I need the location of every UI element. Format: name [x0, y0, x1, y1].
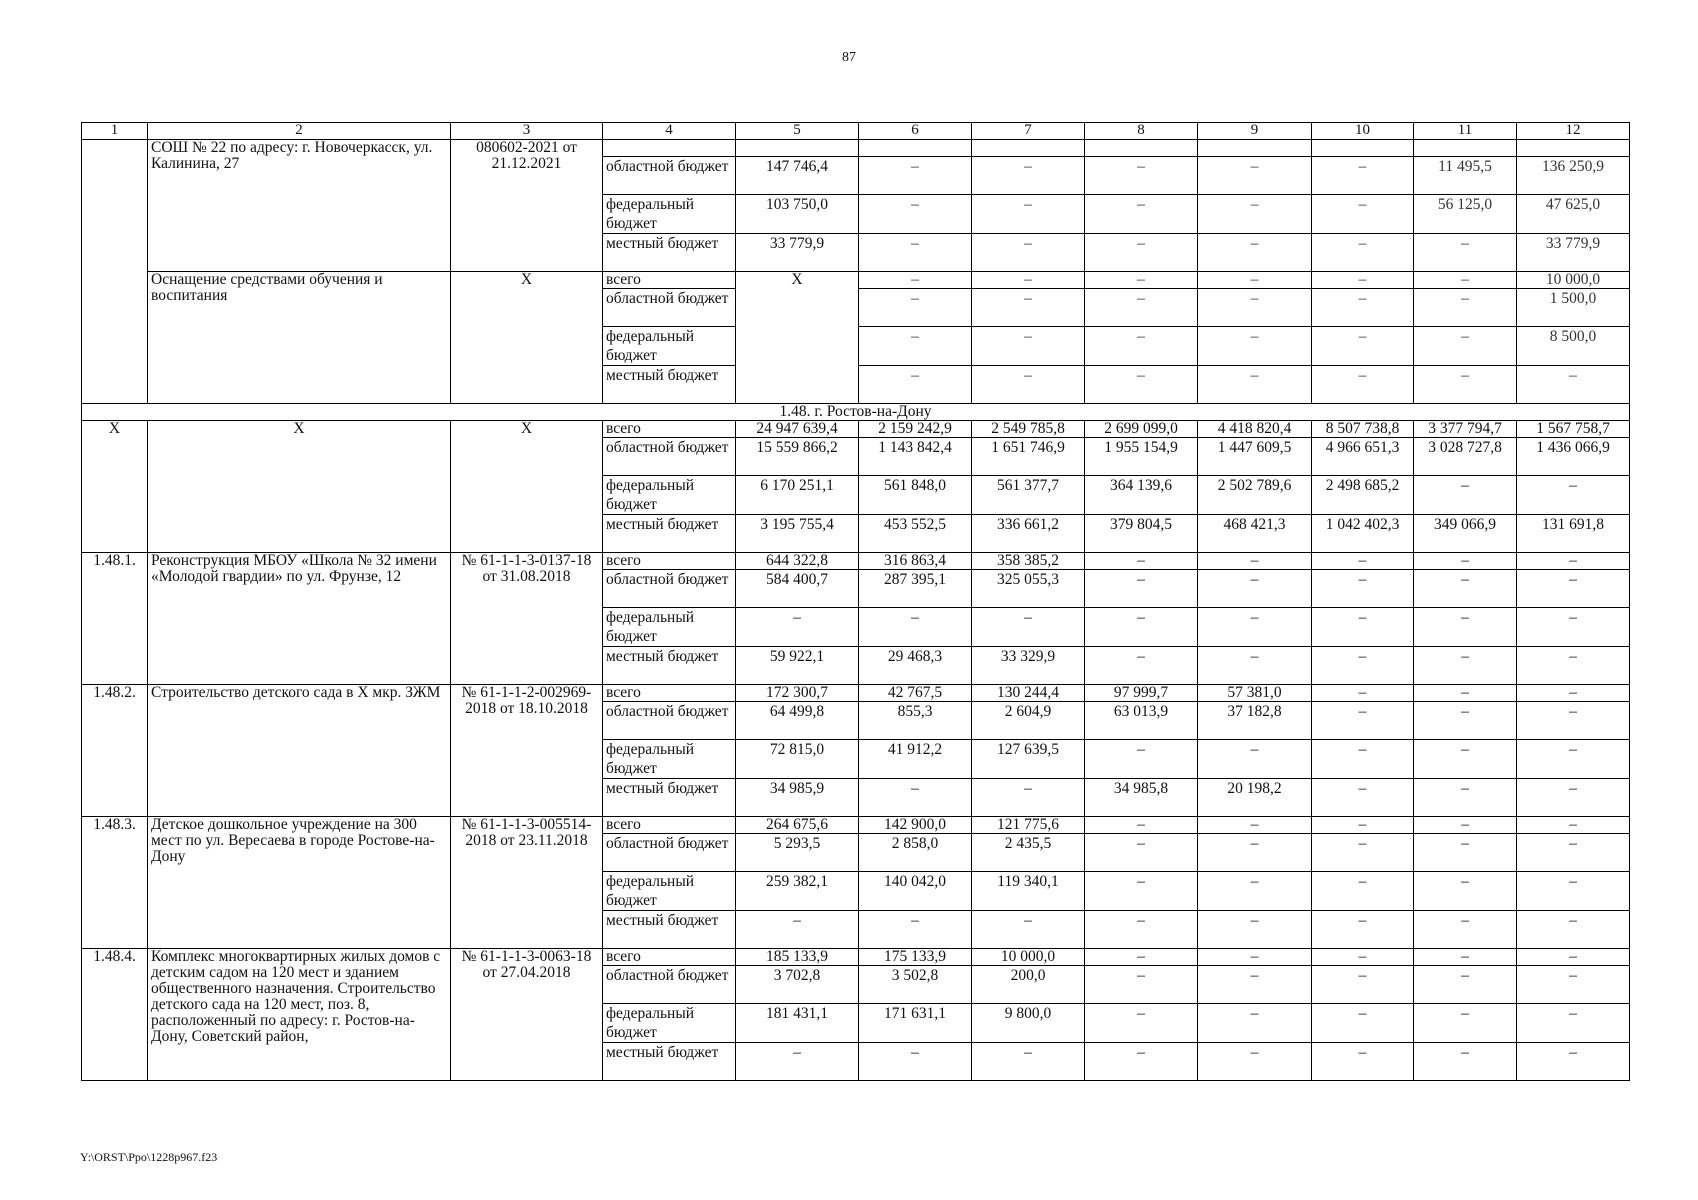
value-cell: – — [1312, 966, 1414, 1004]
value-cell: – — [1517, 366, 1630, 404]
value-cell: – — [1312, 872, 1414, 911]
value-cell: 119 340,1 — [972, 872, 1085, 911]
value-cell: – — [1312, 608, 1414, 647]
value-cell: 1 447 609,5 — [1198, 438, 1312, 476]
item-document: Х — [451, 421, 603, 553]
value-cell: 175 133,9 — [859, 949, 972, 966]
value-cell: 2 502 789,6 — [1198, 476, 1312, 515]
value-cell: 4 418 820,4 — [1198, 421, 1312, 438]
value-cell: 29 468,3 — [859, 647, 972, 685]
value-cell: – — [972, 234, 1085, 272]
value-cell: 57 381,0 — [1198, 685, 1312, 702]
value-cell: – — [1198, 1004, 1312, 1043]
value-cell: 584 400,7 — [736, 570, 859, 608]
value-cell: – — [1414, 1004, 1517, 1043]
value-cell: 3 702,8 — [736, 966, 859, 1004]
value-cell: Х — [736, 272, 859, 404]
value-cell: 72 815,0 — [736, 740, 859, 779]
column-number: 12 — [1517, 123, 1630, 140]
value-cell: – — [1312, 779, 1414, 817]
value-cell: – — [1198, 911, 1312, 949]
budget-kind: местный бюджет — [603, 779, 736, 817]
value-cell: – — [1414, 911, 1517, 949]
item-number: Х — [82, 421, 148, 553]
item-document: № 61-1-1-3-0063-18 от 27.04.2018 — [451, 949, 603, 1081]
value-cell: 6 170 251,1 — [736, 476, 859, 515]
value-cell: – — [1198, 327, 1312, 366]
value-cell: – — [1198, 366, 1312, 404]
value-cell: – — [972, 779, 1085, 817]
table-row — [82, 123, 1630, 140]
value-cell: – — [1198, 195, 1312, 234]
value-cell: 5 293,5 — [736, 834, 859, 872]
value-cell: – — [1414, 366, 1517, 404]
value-cell: – — [1312, 702, 1414, 740]
value-cell: – — [1414, 872, 1517, 911]
value-cell: 644 322,8 — [736, 553, 859, 570]
value-cell: 3 195 755,4 — [736, 515, 859, 553]
value-cell: – — [1085, 553, 1198, 570]
value-cell: 8 500,0 — [1517, 327, 1630, 366]
value-cell: – — [859, 779, 972, 817]
value-cell: – — [1198, 553, 1312, 570]
budget-kind: всего — [603, 949, 736, 966]
value-cell: 1 567 758,7 — [1517, 421, 1630, 438]
value-cell: – — [1517, 1004, 1630, 1043]
value-cell: 11 495,5 — [1414, 157, 1517, 195]
value-cell — [1517, 140, 1630, 157]
value-cell: – — [1517, 553, 1630, 570]
value-cell: 287 395,1 — [859, 570, 972, 608]
item-name: Х — [148, 421, 451, 553]
value-cell: – — [1517, 911, 1630, 949]
value-cell: – — [1312, 1043, 1414, 1081]
value-cell: – — [1517, 834, 1630, 872]
value-cell — [1085, 140, 1198, 157]
value-cell: – — [1517, 1043, 1630, 1081]
value-cell: – — [1414, 1043, 1517, 1081]
value-cell: – — [1414, 327, 1517, 366]
value-cell: 2 604,9 — [972, 702, 1085, 740]
value-cell: – — [1198, 570, 1312, 608]
value-cell: 33 329,9 — [972, 647, 1085, 685]
footer-path: Y:\ORST\Ppo\1228p967.f23 — [80, 1150, 218, 1164]
value-cell: 56 125,0 — [1414, 195, 1517, 234]
value-cell: – — [1517, 570, 1630, 608]
value-cell: – — [1312, 272, 1414, 289]
column-number: 5 — [736, 123, 859, 140]
value-cell: 20 198,2 — [1198, 779, 1312, 817]
column-number: 9 — [1198, 123, 1312, 140]
value-cell: – — [1414, 779, 1517, 817]
budget-kind: всего — [603, 685, 736, 702]
value-cell — [1312, 140, 1414, 157]
value-cell: – — [1085, 1043, 1198, 1081]
budget-kind: областной бюджет — [603, 834, 736, 872]
page-number: 87 — [842, 50, 856, 65]
value-cell: – — [972, 289, 1085, 327]
column-number: 6 — [859, 123, 972, 140]
value-cell: – — [859, 911, 972, 949]
value-cell: – — [1312, 1004, 1414, 1043]
value-cell: – — [1517, 647, 1630, 685]
column-number: 3 — [451, 123, 603, 140]
value-cell: – — [1517, 476, 1630, 515]
value-cell: – — [972, 911, 1085, 949]
value-cell: – — [1198, 740, 1312, 779]
budget-kind: федеральный бюджет — [603, 195, 736, 234]
item-name: Строительство детского сада в Х мкр. ЗЖМ — [148, 685, 451, 817]
value-cell: 561 848,0 — [859, 476, 972, 515]
item-name: Детское дошкольное учреждение на 300 мест по ул. Вересаева в городе Ростове-на-Дону — [148, 817, 451, 949]
value-cell: – — [1085, 911, 1198, 949]
value-cell: 130 244,4 — [972, 685, 1085, 702]
budget-kind: местный бюджет — [603, 234, 736, 272]
value-cell: – — [1085, 872, 1198, 911]
budget-kind: всего — [603, 421, 736, 438]
value-cell: – — [1198, 608, 1312, 647]
value-cell: – — [1312, 195, 1414, 234]
value-cell: – — [1085, 157, 1198, 195]
value-cell: – — [1517, 740, 1630, 779]
value-cell: – — [1085, 234, 1198, 272]
value-cell: – — [1414, 949, 1517, 966]
budget-kind: всего — [603, 272, 736, 289]
value-cell: – — [1414, 647, 1517, 685]
item-name: Оснащение средствами обучения и воспитания — [148, 272, 451, 404]
budget-kind: областной бюджет — [603, 157, 736, 195]
value-cell: – — [1312, 570, 1414, 608]
value-cell: – — [1198, 289, 1312, 327]
value-cell: – — [1198, 272, 1312, 289]
value-cell: – — [1198, 647, 1312, 685]
value-cell: – — [1312, 911, 1414, 949]
value-cell: – — [972, 1043, 1085, 1081]
value-cell — [1414, 140, 1517, 157]
budget-kind: федеральный бюджет — [603, 740, 736, 779]
value-cell: – — [1085, 834, 1198, 872]
value-cell: 142 900,0 — [859, 817, 972, 834]
value-cell: – — [972, 195, 1085, 234]
value-cell: – — [1085, 817, 1198, 834]
value-cell: 140 042,0 — [859, 872, 972, 911]
budget-kind: федеральный бюджет — [603, 476, 736, 515]
value-cell: – — [972, 366, 1085, 404]
item-document: № 61-1-1-3-005514-2018 от 23.11.2018 — [451, 817, 603, 949]
column-number: 7 — [972, 123, 1085, 140]
column-number: 1 — [82, 123, 148, 140]
item-document: № 61-1-1-3-0137-18 от 31.08.2018 — [451, 553, 603, 685]
value-cell: – — [1517, 702, 1630, 740]
value-cell: – — [1085, 272, 1198, 289]
value-cell: – — [1312, 685, 1414, 702]
value-cell: 855,3 — [859, 702, 972, 740]
value-cell — [859, 140, 972, 157]
budget-kind: местный бюджет — [603, 647, 736, 685]
item-number: 1.48.2. — [82, 685, 148, 817]
value-cell: 37 182,8 — [1198, 702, 1312, 740]
value-cell: 336 661,2 — [972, 515, 1085, 553]
value-cell: – — [1414, 289, 1517, 327]
item-document: Х — [451, 272, 603, 404]
value-cell: – — [1312, 553, 1414, 570]
value-cell: – — [1085, 327, 1198, 366]
value-cell: 3 377 794,7 — [1414, 421, 1517, 438]
value-cell: – — [1312, 327, 1414, 366]
value-cell: 1 143 842,4 — [859, 438, 972, 476]
value-cell: – — [1414, 570, 1517, 608]
value-cell: – — [1414, 966, 1517, 1004]
value-cell: 185 133,9 — [736, 949, 859, 966]
value-cell: 2 435,5 — [972, 834, 1085, 872]
value-cell: – — [1414, 740, 1517, 779]
value-cell: – — [1414, 476, 1517, 515]
value-cell: – — [859, 608, 972, 647]
value-cell: 2 858,0 — [859, 834, 972, 872]
column-number: 11 — [1414, 123, 1517, 140]
value-cell: 1 500,0 — [1517, 289, 1630, 327]
budget-kind: федеральный бюджет — [603, 1004, 736, 1043]
budget-kind: областной бюджет — [603, 570, 736, 608]
value-cell: – — [1085, 366, 1198, 404]
value-cell: – — [1517, 966, 1630, 1004]
item-number: 1.48.1. — [82, 553, 148, 685]
value-cell: – — [859, 289, 972, 327]
budget-kind: федеральный бюджет — [603, 327, 736, 366]
value-cell: 41 912,2 — [859, 740, 972, 779]
table-row — [82, 949, 1630, 966]
column-number: 10 — [1312, 123, 1414, 140]
budget-kind: федеральный бюджет — [603, 608, 736, 647]
value-cell: – — [1198, 966, 1312, 1004]
value-cell: 59 922,1 — [736, 647, 859, 685]
value-cell: – — [1312, 366, 1414, 404]
value-cell: – — [859, 157, 972, 195]
value-cell: – — [859, 327, 972, 366]
value-cell: 379 804,5 — [1085, 515, 1198, 553]
value-cell: – — [972, 608, 1085, 647]
column-number: 4 — [603, 123, 736, 140]
value-cell: – — [1312, 234, 1414, 272]
value-cell: 259 382,1 — [736, 872, 859, 911]
value-cell — [972, 140, 1085, 157]
value-cell: 121 775,6 — [972, 817, 1085, 834]
budget-table — [81, 122, 1630, 1081]
value-cell: 468 421,3 — [1198, 515, 1312, 553]
value-cell: 316 863,4 — [859, 553, 972, 570]
item-number — [82, 140, 148, 404]
value-cell: 2 159 242,9 — [859, 421, 972, 438]
value-cell: – — [1085, 289, 1198, 327]
value-cell: – — [736, 1043, 859, 1081]
value-cell: 4 966 651,3 — [1312, 438, 1414, 476]
value-cell: – — [859, 234, 972, 272]
value-cell: – — [1517, 817, 1630, 834]
item-name: Комплекс многоквартирных жилых домов с детским садом на 120 мест и зданием общественного назначения. Строительство детского сада на 120 мест, поз. 8, расположенный по адресу: г. Ростов-на-Дону, Советский район, — [148, 949, 451, 1081]
value-cell: – — [1085, 570, 1198, 608]
value-cell: 33 779,9 — [1517, 234, 1630, 272]
value-cell: – — [1414, 685, 1517, 702]
value-cell: 181 431,1 — [736, 1004, 859, 1043]
value-cell: – — [1312, 949, 1414, 966]
value-cell: – — [1517, 685, 1630, 702]
value-cell: – — [736, 608, 859, 647]
value-cell: 3 028 727,8 — [1414, 438, 1517, 476]
value-cell: 1 955 154,9 — [1085, 438, 1198, 476]
value-cell: – — [1517, 872, 1630, 911]
value-cell: – — [1198, 817, 1312, 834]
budget-kind: местный бюджет — [603, 515, 736, 553]
section-title: 1.48. г. Ростов-на-Дону — [82, 404, 1630, 421]
column-number: 8 — [1085, 123, 1198, 140]
value-cell: – — [1085, 647, 1198, 685]
value-cell: 2 549 785,8 — [972, 421, 1085, 438]
table-row — [82, 553, 1630, 570]
item-name: СОШ № 22 по адресу: г. Новочеркасск, ул. Калинина, 27 — [148, 140, 451, 272]
budget-kind — [603, 140, 736, 157]
value-cell: – — [1085, 608, 1198, 647]
value-cell: – — [1517, 779, 1630, 817]
column-number: 2 — [148, 123, 451, 140]
value-cell: – — [1312, 740, 1414, 779]
value-cell — [736, 140, 859, 157]
value-cell: 10 000,0 — [972, 949, 1085, 966]
value-cell: – — [1517, 949, 1630, 966]
value-cell: – — [1414, 834, 1517, 872]
item-number: 1.48.4. — [82, 949, 148, 1081]
value-cell: 264 675,6 — [736, 817, 859, 834]
value-cell: – — [1312, 834, 1414, 872]
value-cell: – — [859, 272, 972, 289]
value-cell: 10 000,0 — [1517, 272, 1630, 289]
value-cell: 349 066,9 — [1414, 515, 1517, 553]
value-cell: – — [1414, 553, 1517, 570]
value-cell: – — [972, 272, 1085, 289]
value-cell: – — [1085, 195, 1198, 234]
value-cell: 63 013,9 — [1085, 702, 1198, 740]
value-cell: – — [736, 911, 859, 949]
value-cell — [1198, 140, 1312, 157]
value-cell: – — [1312, 157, 1414, 195]
value-cell: 136 250,9 — [1517, 157, 1630, 195]
budget-kind: областной бюджет — [603, 438, 736, 476]
value-cell: – — [1517, 608, 1630, 647]
value-cell: – — [1198, 834, 1312, 872]
value-cell: – — [1085, 949, 1198, 966]
value-cell: 47 625,0 — [1517, 195, 1630, 234]
value-cell: 2 699 099,0 — [1085, 421, 1198, 438]
table-row — [82, 140, 1630, 157]
value-cell: 9 800,0 — [972, 1004, 1085, 1043]
value-cell: – — [1085, 966, 1198, 1004]
value-cell: 103 750,0 — [736, 195, 859, 234]
value-cell: 127 639,5 — [972, 740, 1085, 779]
value-cell: – — [1312, 817, 1414, 834]
value-cell: 3 502,8 — [859, 966, 972, 1004]
value-cell: 147 746,4 — [736, 157, 859, 195]
value-cell: 171 631,1 — [859, 1004, 972, 1043]
value-cell: – — [859, 1043, 972, 1081]
value-cell: 364 139,6 — [1085, 476, 1198, 515]
value-cell: – — [1414, 272, 1517, 289]
value-cell: – — [1414, 817, 1517, 834]
value-cell: 1 651 746,9 — [972, 438, 1085, 476]
value-cell: 34 985,8 — [1085, 779, 1198, 817]
value-cell: 131 691,8 — [1517, 515, 1630, 553]
value-cell: – — [1085, 1004, 1198, 1043]
value-cell: – — [859, 366, 972, 404]
value-cell: – — [1414, 608, 1517, 647]
value-cell: – — [1312, 289, 1414, 327]
budget-kind: всего — [603, 553, 736, 570]
value-cell: – — [1198, 949, 1312, 966]
value-cell: 42 767,5 — [859, 685, 972, 702]
budget-kind: местный бюджет — [603, 366, 736, 404]
value-cell: 97 999,7 — [1085, 685, 1198, 702]
budget-kind: местный бюджет — [603, 911, 736, 949]
value-cell: – — [972, 327, 1085, 366]
table-row — [82, 404, 1630, 421]
item-name: Реконструкция МБОУ «Школа № 32 имени «Молодой гвардии» по ул. Фрунзе, 12 — [148, 553, 451, 685]
value-cell: 2 498 685,2 — [1312, 476, 1414, 515]
table-row — [82, 421, 1630, 438]
value-cell: – — [1414, 234, 1517, 272]
value-cell: 172 300,7 — [736, 685, 859, 702]
table-row — [82, 685, 1630, 702]
value-cell: – — [1198, 157, 1312, 195]
budget-kind: федеральный бюджет — [603, 872, 736, 911]
table-row — [82, 272, 1630, 289]
budget-kind: всего — [603, 817, 736, 834]
budget-kind: областной бюджет — [603, 702, 736, 740]
value-cell: 15 559 866,2 — [736, 438, 859, 476]
value-cell: – — [1198, 234, 1312, 272]
value-cell: 24 947 639,4 — [736, 421, 859, 438]
table-row — [82, 817, 1630, 834]
value-cell: 33 779,9 — [736, 234, 859, 272]
value-cell: – — [1312, 647, 1414, 685]
value-cell: 325 055,3 — [972, 570, 1085, 608]
value-cell: 453 552,5 — [859, 515, 972, 553]
item-document: 080602-2021 от 21.12.2021 — [451, 140, 603, 272]
value-cell: – — [859, 195, 972, 234]
value-cell: 561 377,7 — [972, 476, 1085, 515]
budget-kind: областной бюджет — [603, 289, 736, 327]
value-cell: 358 385,2 — [972, 553, 1085, 570]
item-number: 1.48.3. — [82, 817, 148, 949]
value-cell: 200,0 — [972, 966, 1085, 1004]
value-cell: 8 507 738,8 — [1312, 421, 1414, 438]
value-cell: – — [1198, 872, 1312, 911]
value-cell: 1 042 402,3 — [1312, 515, 1414, 553]
value-cell: 34 985,9 — [736, 779, 859, 817]
item-document: № 61-1-1-2-002969-2018 от 18.10.2018 — [451, 685, 603, 817]
budget-kind: областной бюджет — [603, 966, 736, 1004]
value-cell: 64 499,8 — [736, 702, 859, 740]
value-cell: – — [1414, 702, 1517, 740]
value-cell: – — [972, 157, 1085, 195]
value-cell: – — [1198, 1043, 1312, 1081]
value-cell: – — [1085, 740, 1198, 779]
budget-kind: местный бюджет — [603, 1043, 736, 1081]
value-cell: 1 436 066,9 — [1517, 438, 1630, 476]
